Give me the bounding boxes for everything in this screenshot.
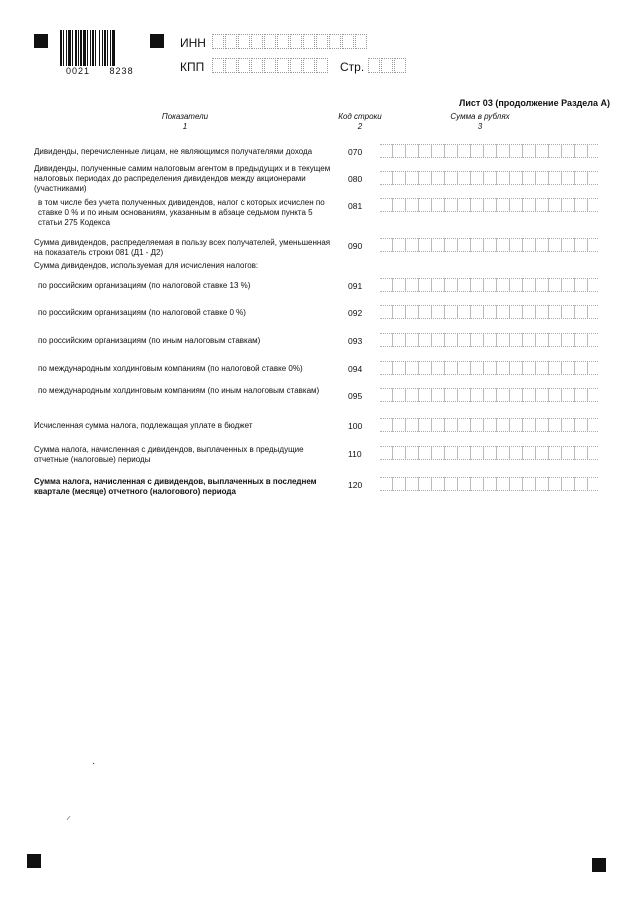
column-number: 3 [477,122,483,131]
char-cell[interactable] [264,58,276,73]
char-cell[interactable] [290,34,302,49]
char-cell[interactable] [355,34,367,49]
char-cell[interactable] [316,58,328,73]
amount-field-095[interactable] [380,388,598,402]
char-cell[interactable] [238,34,250,49]
char-cell[interactable] [290,58,302,73]
row-code-120: 120 [348,480,363,490]
scan-speck: ⸝ [66,811,71,822]
amount-field-100[interactable] [380,418,598,432]
char-cell[interactable] [303,34,315,49]
barcode-bar [95,30,96,66]
barcode-bar [78,30,79,66]
row-code-070: 070 [348,147,363,157]
barcode-bar [87,30,88,66]
inn-cells[interactable] [212,34,368,49]
scan-speck: · [92,758,96,769]
barcode-bar [112,30,115,66]
amount-field-091[interactable] [380,278,598,292]
barcode-digits-part-1: 0021 [66,66,91,76]
row-code-091: 091 [348,281,363,291]
char-cell[interactable] [212,58,224,73]
row-code-080: 080 [348,174,363,184]
row-label-090: Сумма дивидендов, распределяемая в пользу всех получателей, уменьшенная на показатель строки 081 (Д1 - Д2) [34,238,331,257]
row-label-110: Сумма налога, начисленная с дивидендов, выплаченных в предыдущие отчетные (налоговые) периоды [34,445,304,464]
column-header-indicators [130,112,240,132]
row-code-100: 100 [348,421,363,431]
barcode-bar [68,30,71,66]
row-label-092: по российским организациям (по налоговой ставке 0 %) [38,308,246,317]
column-title: Код строки [338,112,382,121]
inn-label: ИНН [180,36,206,50]
amount-field-070[interactable] [380,144,598,158]
barcode-bar [104,30,106,66]
kpp-label: КПП [180,60,205,74]
char-cell[interactable] [225,58,237,73]
barcode-bar [63,30,64,66]
char-cell[interactable] [329,34,341,49]
row-label-070: Дивиденды, перечисленные лицам, не являющимся получателями дохода [34,147,313,156]
page-number-cells[interactable] [368,58,407,73]
amount-field-110[interactable] [380,446,598,460]
column-header-code [325,112,395,132]
barcode-bar [75,30,77,66]
barcode-digits-part-2: 8238 [109,66,134,76]
char-cell[interactable] [303,58,315,73]
barcode-bar [72,30,73,66]
page-label: Стр. [340,60,365,74]
char-cell[interactable] [225,34,237,49]
barcode-bar [92,30,94,66]
char-cell[interactable] [277,58,289,73]
barcode-bar [90,30,91,66]
corner-marker-top-left [34,34,48,48]
char-cell[interactable] [342,34,354,49]
sheet-title: Лист 03 (продолжение Раздела А) [459,98,610,108]
corner-marker-bottom-left [27,854,41,868]
char-cell[interactable] [277,34,289,49]
row-code-094: 094 [348,364,363,374]
char-cell[interactable] [381,58,393,73]
row-label-100: Исчисленная сумма налога, подлежащая уплате в бюджет [34,421,253,430]
char-cell[interactable] [251,58,263,73]
section-caption: Сумма дивидендов, используемая для исчисления налогов: [34,261,259,270]
barcode-bar [60,30,62,66]
char-cell[interactable] [264,34,276,49]
amount-field-080[interactable] [380,171,598,185]
char-cell[interactable] [212,34,224,49]
barcode [60,30,140,66]
row-label-091: по российским организациям (по налоговой ставке 13 %) [38,281,251,290]
amount-field-092[interactable] [380,305,598,319]
row-label-120: Сумма налога, начисленная с дивидендов, выплаченных в последнем квартале (месяце) отчетного (налогового) периода [34,477,317,496]
char-cell[interactable] [251,34,263,49]
amount-field-090[interactable] [380,238,598,252]
row-label-095: по международным холдинговым компаниям (по иным налоговым ставкам) [38,386,320,395]
barcode-bar [110,30,111,66]
barcode-bar [99,30,100,66]
column-number: 1 [182,122,188,131]
amount-field-081[interactable] [380,198,598,212]
kpp-cells[interactable] [212,58,329,73]
row-code-081: 081 [348,201,363,211]
corner-marker-top-mid [150,34,164,48]
column-number: 2 [357,122,363,131]
char-cell[interactable] [394,58,406,73]
barcode-bar [83,30,86,66]
barcode-bar [107,30,108,66]
row-code-092: 092 [348,308,363,318]
barcode-bar [66,30,67,66]
row-label-093: по российским организациям (по иным налоговым ставкам) [38,336,261,345]
barcode-digits [66,66,134,76]
amount-field-093[interactable] [380,333,598,347]
barcode-bar [80,30,82,66]
char-cell[interactable] [316,34,328,49]
row-code-093: 093 [348,336,363,346]
barcode-bar [102,30,103,66]
row-code-110: 110 [348,449,362,459]
amount-field-120[interactable] [380,477,598,491]
amount-field-094[interactable] [380,361,598,375]
row-label-094: по международным холдинговым компаниям (по налоговой ставке 0%) [38,364,303,373]
row-label-081: в том числе без учета полученных дивидендов, налог с которых исчислен по ставке 0 % и по иным основаниям, указанным в абзаце седьмом пункта 5 статьи 275 Кодекса [38,198,325,227]
column-title: Показатели [161,112,209,121]
row-code-095: 095 [348,391,363,401]
row-label-080: Дивиденды, полученные самим налоговым агентом в предыдущих и в текущем налоговых периодах до распределения дивидендов между акционерами (участниками) [34,164,331,193]
char-cell[interactable] [238,58,250,73]
char-cell[interactable] [368,58,380,73]
column-title: Сумма в рублях [450,112,510,121]
column-header-amount [430,112,530,132]
row-code-090: 090 [348,241,363,251]
corner-marker-bottom-right [592,858,606,872]
